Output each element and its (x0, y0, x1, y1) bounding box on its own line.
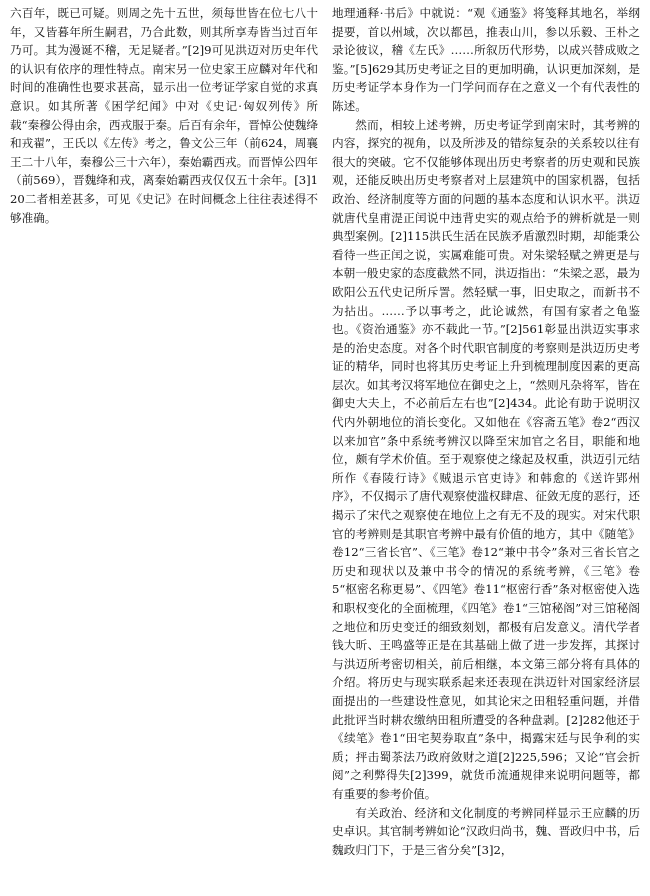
paragraph-left-1: 六百年，既已可疑。则周之先十五世，须每世皆在位七八十年，又皆暮年所生嗣君，乃合此数，则其所享寿皆当过百年乃可。其为漫诞不稽，无足疑者。”[2]9可见洪迈对历史年代的认识有依序的理性特点。南宋另一位史家王应麟对年代和时间的准确性也要求甚高，显示出一位考证学家自觉的求真意识。如其所著《困学纪闻》中对《史记·匈奴列传》所载“秦穆公得由余，西戎服于秦。后百有余年，晋悼公使魏绛和戎翟”，王氏以《左传》考之，鲁文公三年（前624，周襄王二十八年，秦穆公三十六年），秦始霸西戎。而晋悼公四年（前569），晋魏绛和戎，离秦始霸西戎仅仅五十余年。[3]120二者相差甚多，可见《史记》在时间概念上往往表述得不够准确。 (10, 6, 318, 225)
paragraph-right-3: 有关政治、经济和文化制度的考辨同样显示王应麟的历史卓识。其官制考辨如论“汉政归尚书，魏、晋政归中书，后魏政归门下，于是三省分矣”[3]2， (332, 805, 640, 857)
paragraph-right-1: 地理通释·书后》中就说：“观《通鉴》将笺释其地名，举纲提要，首以州域，次以都邑，推表山川，参以乐毅、王朴之录论彼议，稽《左氏》……所叙历代形势，以成兴替成败之鉴。”[5]629其历史考证之目的更加明确，认识更加深刻，是历史考证学本身作为一门学问而存在之意义一个有代表性的陈述。 (332, 6, 640, 113)
right-column (332, 4, 640, 892)
paragraph-right-2: 然而，相较上述考辨，历史考证学到南宋时，其考辨的内容，探究的视角，以及所涉及的错综复杂的关系较以往有很大的突破。它不仅能够体现出历史考察者的历史观和民族观，还能反映出历史考察者对上层建筑中的国家机器，包括政治、经济制度等方面的问题的基本态度和认识水平。洪迈就唐代皇甫湜正闰说中违背史实的观点给予的辨析就是一则典型案例。[2]115洪氏生活在民族矛盾激烈时期，却能秉公看待一些正闰之说，实属难能可贵。对朱梁轻赋之辨更是与本朝一般史家的态度截然不同，洪迈指出：“朱梁之恶，最为欧阳公五代史记所斥詈。然轻赋一事，旧史取之，而新书不为拈出。……予以事考之，此论诚然，有国有家者之龟鉴也。《资治通鉴》亦不载此一节。”[2]561彰显出洪迈实事求是的治史态度。对各个时代职官制度的考察则是洪迈历史考证的精华，同时也将其历史考证上升到梳理制度因素的更高层次。如其考汉将军地位在御史之上，“然则凡杂将军，皆在御史大夫上，不必前后左右也”[2]434。此论有助于说明汉代内外朝地位的消长变化。又如他在《容斋五笔》卷2“西汉以来加官”条中系统考辨汉以降至宋加官之名目，职能和地位，颇有学术价值。至于观察使之缘起及权重，洪迈引元结所作《春陵行诗》《贼退示官吏诗》和韩愈的《送许郢州序》，不仅揭示了唐代观察使滥权肆虐、征敛无度的恶行，还揭示了宋代之观察使在地位上之有无不及的现实。对宋代职官的考辨则是其职官考辨中最有价值的地方，其中《随笔》卷12“三省长官”、《三笔》卷12“兼中书令”条对三省长官之历史和现状以及兼中书令的情况的系统考辨，《三笔》卷5“枢密名称更易”、《四笔》卷11“枢密行香”条对枢密使入选和职权变化的全面梳理，《四笔》卷1“三馆秘阁”对三馆秘阁之地位和历史变迁的细致刻划，都极有启发意义。清代学者钱大昕、王鸣盛等正是在其基础上做了进一步发挥，其探讨与洪迈所考密切相关，前后相继，本文第三部分将有具体的介绍。将历史与现实联系起来还表现在洪迈针对国家经济层面提出的一些建设性意见，如其论宋之田租轻重问题，并借此批评当时耕农缴纳田租所遭受的各种盘剥。[2]282他还于《续笔》卷1“田宅契券取直”条中，揭露宋廷与民争利的实质；抨击蜀茶法乃政府敛财之道[2]225,596；又论“官会折阅”之利弊得失[2]399，就货币流通规律来说明问题等，都有重要的参考价值。 (332, 117, 640, 801)
left-column (10, 4, 318, 892)
